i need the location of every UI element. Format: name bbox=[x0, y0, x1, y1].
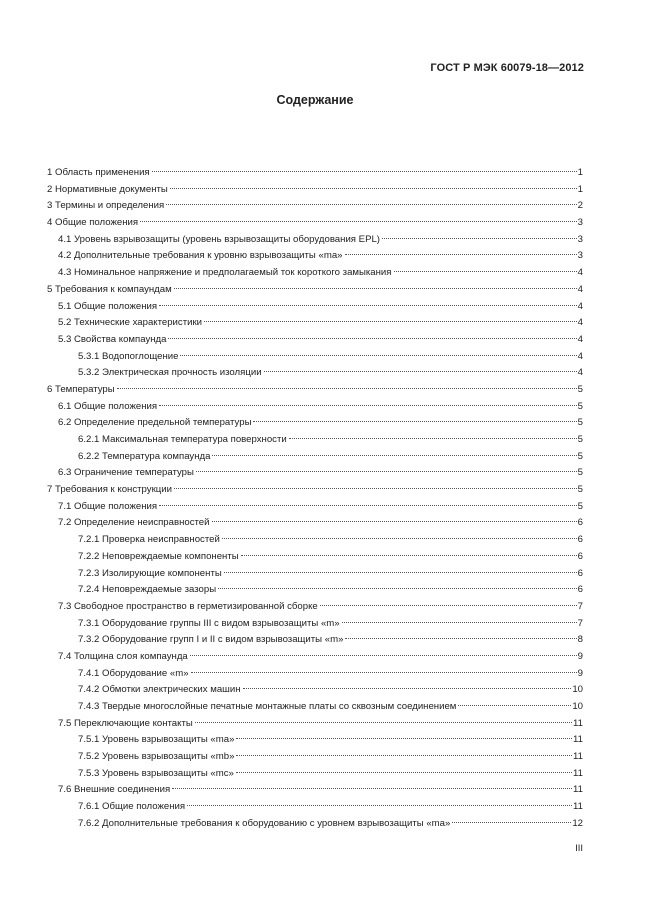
toc-entry[interactable] bbox=[47, 799, 583, 816]
toc-leader-dots bbox=[342, 622, 577, 623]
toc-entry[interactable] bbox=[47, 415, 583, 432]
toc-entry[interactable] bbox=[47, 465, 583, 482]
toc-entry-title: 6.3 Ограничение температуры bbox=[58, 467, 194, 479]
toc-entry-page: 5 bbox=[577, 450, 583, 462]
toc-entry-title: 6 Температуры bbox=[47, 383, 115, 395]
toc-entry[interactable] bbox=[47, 232, 583, 249]
toc-leader-dots bbox=[452, 822, 571, 823]
toc-entry[interactable] bbox=[47, 299, 583, 316]
toc-entry-page: 11 bbox=[573, 717, 583, 729]
toc-entry-title: 7 Требования к конструкции bbox=[47, 484, 172, 496]
toc-entry[interactable] bbox=[47, 549, 583, 566]
toc-leader-dots bbox=[382, 238, 577, 239]
toc-entry[interactable] bbox=[47, 399, 583, 416]
toc-leader-dots bbox=[320, 605, 577, 606]
toc-leader-dots bbox=[159, 305, 577, 306]
toc-leader-dots bbox=[159, 405, 577, 406]
toc-entry-title: 3 Термины и определения bbox=[47, 200, 165, 212]
toc-entry-page: 1 bbox=[577, 167, 583, 178]
toc-entry[interactable] bbox=[47, 649, 583, 666]
toc-leader-dots bbox=[168, 338, 576, 339]
toc-entry-title: 7.5.2 Уровень взрывозащиты «mb» bbox=[78, 751, 235, 763]
toc-entry[interactable] bbox=[47, 349, 583, 366]
toc-entry-title: 4.1 Уровень взрывозащиты (уровень взрывозащиты оборудования EPL) bbox=[58, 233, 380, 245]
toc-entry[interactable] bbox=[47, 732, 583, 749]
toc-entry-title: 7.3.2 Оборудование групп I и II с видом взрывозащиты «m» bbox=[78, 634, 344, 646]
toc-entry-page: 6 bbox=[577, 534, 583, 546]
toc-entry[interactable] bbox=[47, 482, 583, 499]
toc-leader-dots bbox=[264, 371, 577, 372]
toc-entry-title: 6.2.2 Температура компаунда bbox=[78, 450, 211, 462]
toc-leader-dots bbox=[222, 538, 577, 539]
toc-entry-title: 7.6.1 Общие положения bbox=[78, 801, 186, 813]
toc-leader-dots bbox=[152, 171, 577, 172]
toc-entry[interactable] bbox=[47, 215, 583, 232]
toc-entry[interactable] bbox=[47, 198, 583, 215]
toc-entry-page: 11 bbox=[573, 784, 583, 796]
toc-entry-title: 5.3.2 Электрическая прочность изоляции bbox=[78, 367, 262, 379]
toc-entry[interactable] bbox=[47, 766, 583, 783]
toc-leader-dots bbox=[196, 471, 577, 472]
toc-entry-title: 6.2 Определение предельной температуры bbox=[58, 417, 252, 429]
toc-leader-dots bbox=[236, 755, 572, 756]
toc-entry-title: 7.5 Переключающие контакты bbox=[58, 717, 193, 729]
toc-entry-page: 3 bbox=[577, 233, 583, 245]
toc-leader-dots bbox=[195, 722, 572, 723]
toc-entry[interactable] bbox=[47, 182, 583, 199]
toc-leader-dots bbox=[241, 555, 577, 556]
toc-entry-title: 7.6.2 Дополнительные требования к оборудованию с уровнем взрывозащиты «ma» bbox=[78, 817, 451, 829]
toc-entry[interactable] bbox=[47, 382, 583, 399]
toc-entry-page: 6 bbox=[577, 584, 583, 596]
toc-entry-page: 6 bbox=[577, 550, 583, 562]
toc-leader-dots bbox=[170, 188, 577, 189]
toc-entry-page: 5 bbox=[577, 484, 583, 496]
toc-entry-page: 6 bbox=[577, 517, 583, 529]
toc-leader-dots bbox=[212, 521, 577, 522]
toc-leader-dots bbox=[191, 672, 577, 673]
toc-entry-page: 4 bbox=[577, 350, 583, 362]
toc-entry-page: 4 bbox=[577, 367, 583, 379]
toc-leader-dots bbox=[236, 738, 572, 739]
toc-leader-dots bbox=[166, 204, 576, 205]
toc-entry-title: 4 Общие положения bbox=[47, 217, 139, 229]
toc-entry-page: 11 bbox=[573, 801, 583, 813]
document-id: ГОСТ Р МЭК 60079-18—2012 bbox=[430, 62, 584, 74]
toc-leader-dots bbox=[218, 588, 577, 589]
toc-entry-page: 3 bbox=[577, 250, 583, 262]
toc-entry-title: 7.2.1 Проверка неисправностей bbox=[78, 534, 220, 546]
toc-leader-dots bbox=[236, 772, 572, 773]
toc-entry-title: 7.3 Свободное пространство в герметизированной сборке bbox=[58, 600, 318, 612]
table-of-contents bbox=[47, 165, 583, 833]
toc-entry-title: 7.2.3 Изолирующие компоненты bbox=[78, 567, 222, 579]
toc-entry-page: 4 bbox=[577, 317, 583, 329]
toc-entry-title: 5 Требования к компаундам bbox=[47, 283, 172, 295]
toc-entry[interactable] bbox=[47, 248, 583, 265]
toc-entry-page: 4 bbox=[577, 333, 583, 345]
toc-entry-page: 7 bbox=[577, 600, 583, 612]
toc-entry-page: 6 bbox=[577, 567, 583, 579]
toc-entry-title: 7.5.1 Уровень взрывозащиты «ma» bbox=[78, 734, 235, 746]
toc-entry-page: 2 bbox=[577, 200, 583, 212]
toc-entry[interactable] bbox=[47, 332, 583, 349]
toc-entry-page: 8 bbox=[577, 634, 583, 646]
toc-leader-dots bbox=[345, 638, 576, 639]
toc-leader-dots bbox=[140, 221, 577, 222]
toc-entry-page: 5 bbox=[577, 434, 583, 445]
toc-entry-title: 7.4 Толщина слоя компаунда bbox=[58, 650, 188, 662]
toc-entry[interactable] bbox=[47, 682, 583, 699]
toc-leader-dots bbox=[224, 572, 577, 573]
toc-entry-page: 5 bbox=[577, 467, 583, 479]
toc-entry-title: 4.2 Дополнительные требования к уровню взрывозащиты «ma» bbox=[58, 250, 343, 262]
toc-entry-title: 5.3.1 Водопоглощение bbox=[78, 350, 179, 362]
toc-entry[interactable] bbox=[47, 582, 583, 599]
toc-leader-dots bbox=[190, 655, 577, 656]
toc-entry-page: 10 bbox=[572, 684, 583, 696]
toc-entry[interactable] bbox=[47, 566, 583, 583]
toc-entry-page: 5 bbox=[577, 383, 583, 395]
toc-entry[interactable] bbox=[47, 666, 583, 683]
toc-entry[interactable] bbox=[47, 532, 583, 549]
toc-entry-title: 4.3 Номинальное напряжение и предполагаемый ток короткого замыкания bbox=[58, 267, 392, 279]
toc-entry-page: 11 bbox=[573, 767, 583, 779]
toc-entry-page: 9 bbox=[577, 650, 583, 662]
toc-entry[interactable] bbox=[47, 282, 583, 299]
page-title: Содержание bbox=[276, 93, 354, 107]
toc-entry[interactable] bbox=[47, 365, 583, 382]
toc-entry-title: 7.3.1 Оборудование группы III с видом взрывозащиты «m» bbox=[78, 617, 340, 629]
toc-entry[interactable] bbox=[47, 265, 583, 282]
page-number: III bbox=[575, 843, 583, 854]
toc-leader-dots bbox=[212, 455, 576, 456]
toc-entry[interactable] bbox=[47, 716, 583, 733]
toc-entry-title: 1 Область применения bbox=[47, 167, 150, 178]
toc-entry[interactable] bbox=[47, 165, 583, 182]
toc-entry-title: 7.5.3 Уровень взрывозащиты «mc» bbox=[78, 767, 234, 779]
toc-entry[interactable] bbox=[47, 599, 583, 616]
toc-leader-dots bbox=[458, 705, 571, 706]
toc-entry[interactable] bbox=[47, 782, 583, 799]
toc-leader-dots bbox=[117, 388, 577, 389]
toc-leader-dots bbox=[243, 688, 572, 689]
toc-entry-title: 7.2.4 Неповреждаемые зазоры bbox=[78, 584, 217, 596]
toc-entry-page: 4 bbox=[577, 267, 583, 279]
toc-entry[interactable] bbox=[47, 449, 583, 466]
toc-entry[interactable] bbox=[47, 699, 583, 716]
toc-entry-page: 5 bbox=[577, 417, 583, 429]
toc-entry-title: 7.2 Определение неисправностей bbox=[58, 517, 210, 529]
toc-entry-page: 10 bbox=[572, 701, 583, 712]
toc-entry-page: 3 bbox=[577, 217, 583, 229]
toc-leader-dots bbox=[394, 271, 577, 272]
toc-entry[interactable] bbox=[47, 315, 583, 332]
toc-leader-dots bbox=[253, 421, 576, 422]
toc-entry-title: 7.4.3 Твердые многослойные печатные монтажные платы со сквозным соединением bbox=[78, 701, 457, 712]
toc-entry-page: 5 bbox=[577, 400, 583, 412]
toc-entry-title: 7.1 Общие положения bbox=[58, 500, 158, 512]
toc-entry-title: 7.6 Внешние соединения bbox=[58, 784, 171, 796]
toc-entry-title: 7.2.2 Неповреждаемые компоненты bbox=[78, 550, 239, 562]
toc-leader-dots bbox=[172, 788, 572, 789]
toc-entry-title: 6.1 Общие положения bbox=[58, 400, 158, 412]
toc-entry-page: 1 bbox=[577, 183, 583, 195]
toc-entry-page: 11 bbox=[573, 751, 583, 763]
toc-entry-page: 4 bbox=[577, 300, 583, 312]
toc-entry-page: 7 bbox=[577, 617, 583, 629]
toc-entry-title: 7.4.2 Обмотки электрических машин bbox=[78, 684, 241, 696]
toc-entry-title: 7.4.1 Оборудование «m» bbox=[78, 667, 189, 679]
toc-entry-page: 11 bbox=[573, 734, 583, 746]
toc-leader-dots bbox=[180, 355, 576, 356]
toc-entry-page: 9 bbox=[577, 667, 583, 679]
toc-leader-dots bbox=[204, 321, 577, 322]
toc-leader-dots bbox=[174, 288, 577, 289]
toc-leader-dots bbox=[289, 438, 577, 439]
toc-entry[interactable] bbox=[47, 749, 583, 766]
toc-entry-title: 5.2 Технические характеристики bbox=[58, 317, 203, 329]
toc-leader-dots bbox=[174, 488, 577, 489]
toc-entry-page: 4 bbox=[577, 283, 583, 295]
toc-entry-page: 12 bbox=[572, 817, 583, 829]
toc-entry[interactable] bbox=[47, 816, 583, 833]
toc-entry[interactable] bbox=[47, 515, 583, 532]
toc-entry[interactable] bbox=[47, 616, 583, 633]
toc-entry-title: 5.1 Общие положения bbox=[58, 300, 158, 312]
toc-entry[interactable] bbox=[47, 432, 583, 449]
toc-entry[interactable] bbox=[47, 499, 583, 516]
toc-entry-title: 6.2.1 Максимальная температура поверхности bbox=[78, 434, 287, 445]
toc-leader-dots bbox=[345, 254, 577, 255]
toc-leader-dots bbox=[159, 505, 577, 506]
toc-entry[interactable] bbox=[47, 632, 583, 649]
toc-entry-page: 5 bbox=[577, 500, 583, 512]
toc-entry-title: 5.3 Свойства компаунда bbox=[58, 333, 167, 345]
toc-entry-title: 2 Нормативные документы bbox=[47, 183, 168, 195]
toc-leader-dots bbox=[187, 805, 572, 806]
